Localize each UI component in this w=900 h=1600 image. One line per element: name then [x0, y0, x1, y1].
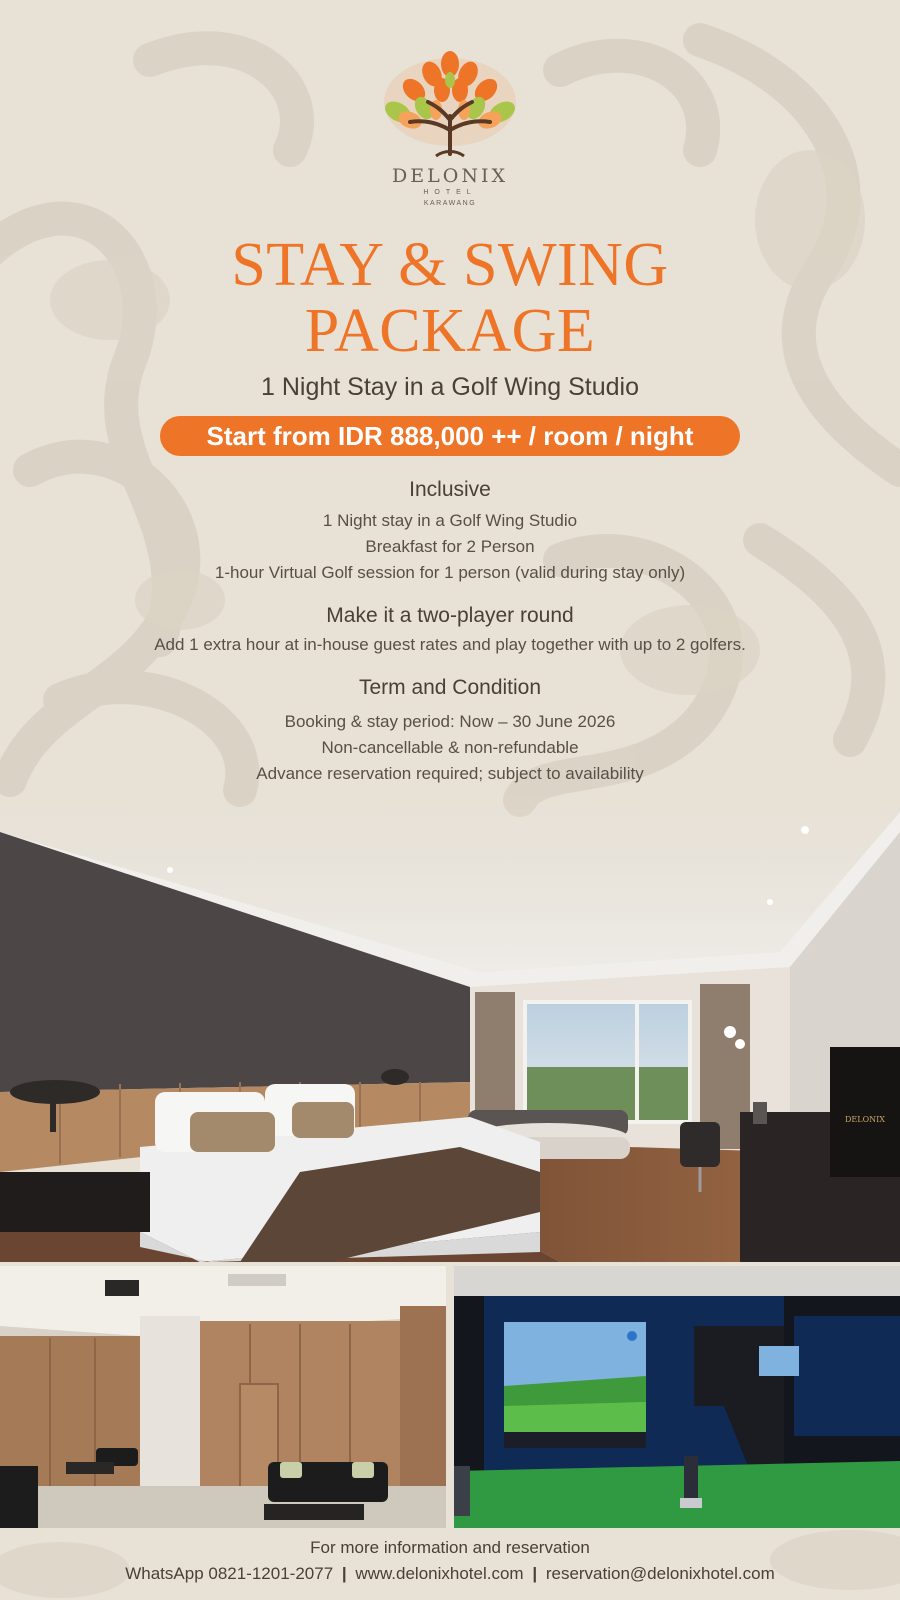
terms-item: Advance reservation required; subject to availability — [256, 764, 644, 783]
brand-subtitle: HOTEL — [423, 189, 477, 196]
website-link[interactable]: www.delonixhotel.com — [355, 1564, 524, 1583]
terms-item: Non-cancellable & non-refundable — [321, 738, 579, 757]
brand-location: KARAWANG — [423, 200, 477, 207]
price-badge: Start from IDR 888,000 ++ / room / night — [160, 416, 740, 456]
whatsapp-link[interactable]: WhatsApp 0821-1201-2077 — [125, 1564, 334, 1583]
delonix-logo — [376, 50, 524, 220]
page-title — [0, 232, 900, 364]
two-player-heading: Make it a two-player round — [326, 604, 574, 627]
virtual-golf-photo — [454, 1266, 900, 1528]
room-photo — [0, 792, 900, 1262]
subtitle: 1 Night Stay in a Golf Wing Studio — [261, 373, 639, 401]
separator: | — [341, 1564, 347, 1583]
tv-logo-text: DELONIX — [845, 1115, 885, 1124]
email-link[interactable]: reservation@delonixhotel.com — [545, 1564, 775, 1583]
inclusive-item: 1 Night stay in a Golf Wing Studio — [322, 511, 578, 530]
footer-info-line: For more information and reservation — [310, 1538, 590, 1557]
lounge-photo — [0, 1266, 446, 1528]
footer-contact-line — [0, 1564, 900, 1584]
title-line-1: STAY & SWING — [231, 231, 669, 299]
inclusive-item: Breakfast for 2 Person — [365, 537, 535, 556]
inclusive-heading: Inclusive — [409, 478, 491, 501]
separator: | — [532, 1564, 538, 1583]
title-line-2: PACKAGE — [304, 297, 596, 365]
tree-logo-icon — [376, 50, 524, 162]
terms-heading: Term and Condition — [358, 676, 542, 699]
inclusive-item: 1-hour Virtual Golf session for 1 person (valid during stay only) — [214, 563, 686, 582]
brand-name: DELONIX — [392, 165, 508, 187]
two-player-text: Add 1 extra hour at in-house guest rates and play together with up to 2 golfers. — [154, 635, 746, 654]
terms-item: Booking & stay period: Now – 30 June 2026 — [284, 712, 616, 731]
